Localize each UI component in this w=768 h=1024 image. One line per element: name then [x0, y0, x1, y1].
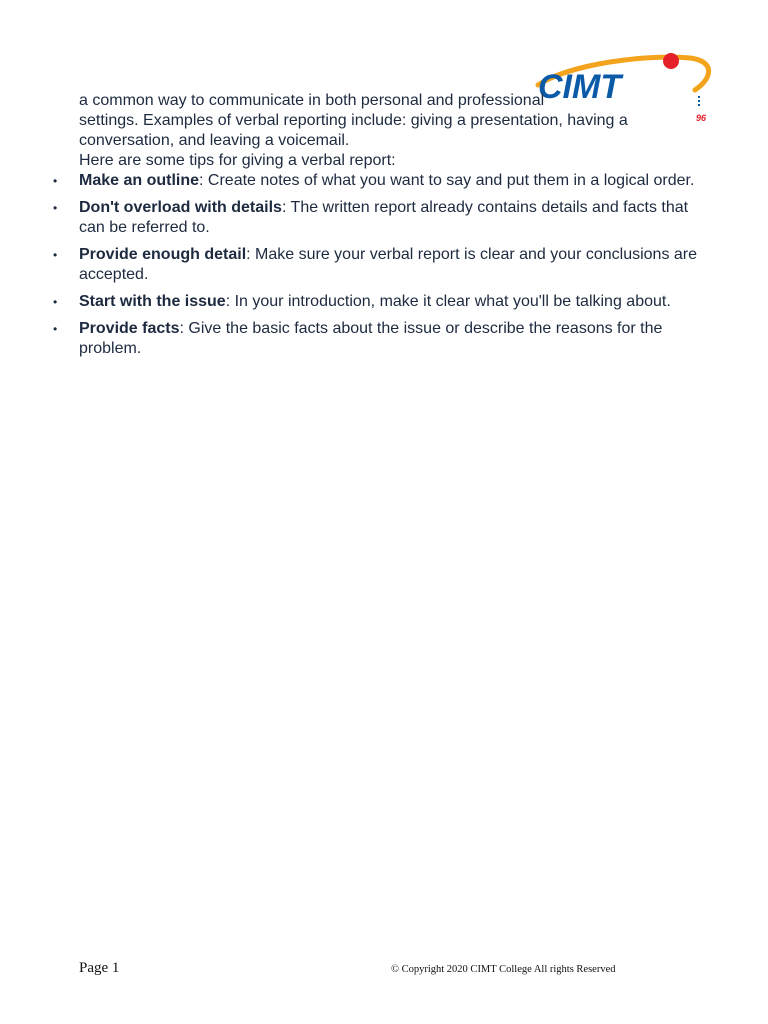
tip-text: : Make sure your verbal report is clear and your conclusions are accepted.	[79, 246, 698, 283]
tip-text: : Give the basic facts about the issue or describe the reasons for the problem.	[79, 320, 663, 357]
intro-line: Here are some tips for giving a verbal report:	[79, 152, 396, 169]
tip-provide-facts	[0, 319, 709, 359]
tip-provide-enough-detail	[0, 245, 709, 285]
copyright-notice: © Copyright 2020 CIMT College All rights Reserved	[391, 964, 616, 975]
intro-line: a common way to communicate in both personal and professional	[79, 92, 545, 109]
document-body	[0, 91, 768, 359]
intro-line: conversation, and leaving a voicemail.	[79, 132, 350, 149]
intro-line: settings. Examples of verbal reporting include: giving a presentation, having a	[79, 112, 628, 129]
tip-start-with-the-issue	[0, 292, 709, 312]
tip-title: Provide enough detail	[79, 246, 247, 263]
logo-badge: 96	[696, 113, 707, 123]
tip-title: Make an outline	[79, 172, 200, 189]
intro-paragraph	[79, 91, 709, 171]
tip-text: : Create notes of what you want to say and put them in a logical order.	[199, 172, 695, 189]
tip-title: Start with the issue	[79, 293, 226, 310]
tip-text: : In your introduction, make it clear what you'll be talking about.	[225, 293, 671, 310]
logo-wordmark: CIMT	[538, 68, 622, 106]
tip-make-an-outline	[0, 171, 709, 191]
tip-dont-overload	[0, 198, 709, 238]
tip-title: Provide facts	[79, 320, 180, 337]
tip-title: Don't overload with details	[79, 199, 282, 216]
tip-text: : The written report already contains details and facts that can be referred to.	[79, 199, 689, 236]
page-number: Page 1	[79, 960, 120, 976]
tips-list	[0, 171, 768, 359]
